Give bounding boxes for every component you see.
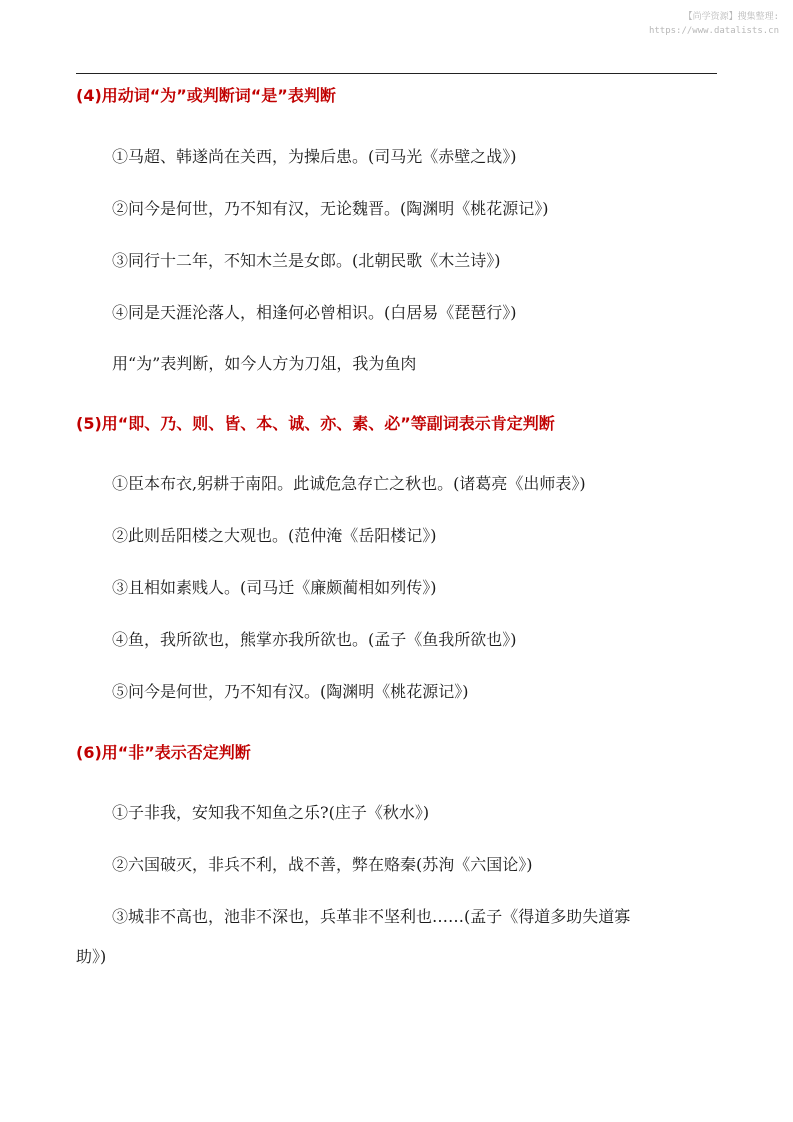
watermark	[649, 10, 779, 38]
example-line: ⑤问今是何世，乃不知有汉。(陶渊明《桃花源记》)	[112, 682, 469, 701]
example-line: ①臣本布衣,躬耕于南阳。此诚危急存亡之秋也。(诸葛亮《出师表》)	[112, 474, 586, 493]
watermark-title: 【尚学资源】搜集整理:	[683, 12, 779, 22]
example-line: ①马超、韩遂尚在关西，为操后患。(司马光《赤壁之战》)	[112, 147, 517, 166]
example-line: ①子非我，安知我不知鱼之乐?(庄子《秋水》)	[112, 803, 430, 822]
section-heading: (6)用“非”表示否定判断	[76, 743, 251, 762]
example-line: ②问今是何世，乃不知有汉，无论魏晋。(陶渊明《桃花源记》)	[112, 199, 549, 218]
example-line: 用“为”表判断，如今人方为刀俎，我为鱼肉	[112, 354, 417, 373]
example-line: ③且相如素贱人。(司马迁《廉颇蔺相如列传》)	[112, 578, 437, 597]
header-rule	[76, 73, 717, 74]
watermark-url: https://www.datalists.cn	[648, 26, 779, 36]
example-line: ②六国破灭，非兵不利，战不善，弊在赂秦(苏洵《六国论》)	[112, 855, 533, 874]
example-line-continuation: 助》)	[76, 947, 107, 966]
section-heading: (5)用“即、乃、则、皆、本、诚、亦、素、必”等副词表示肯定判断	[76, 414, 555, 433]
example-line: ④鱼，我所欲也，熊掌亦我所欲也。(孟子《鱼我所欲也》)	[112, 630, 517, 649]
example-line: ③城非不高也，池非不深也，兵革非不坚利也……(孟子《得道多助失道寡	[112, 907, 631, 926]
section-heading: (4)用动词“为”或判断词“是”表判断	[76, 86, 336, 105]
example-line: ③同行十二年，不知木兰是女郎。(北朝民歌《木兰诗》)	[112, 251, 501, 270]
example-line: ②此则岳阳楼之大观也。(范仲淹《岳阳楼记》)	[112, 526, 437, 545]
example-line: ④同是天涯沦落人，相逢何必曾相识。(白居易《琵琶行》)	[112, 303, 517, 322]
